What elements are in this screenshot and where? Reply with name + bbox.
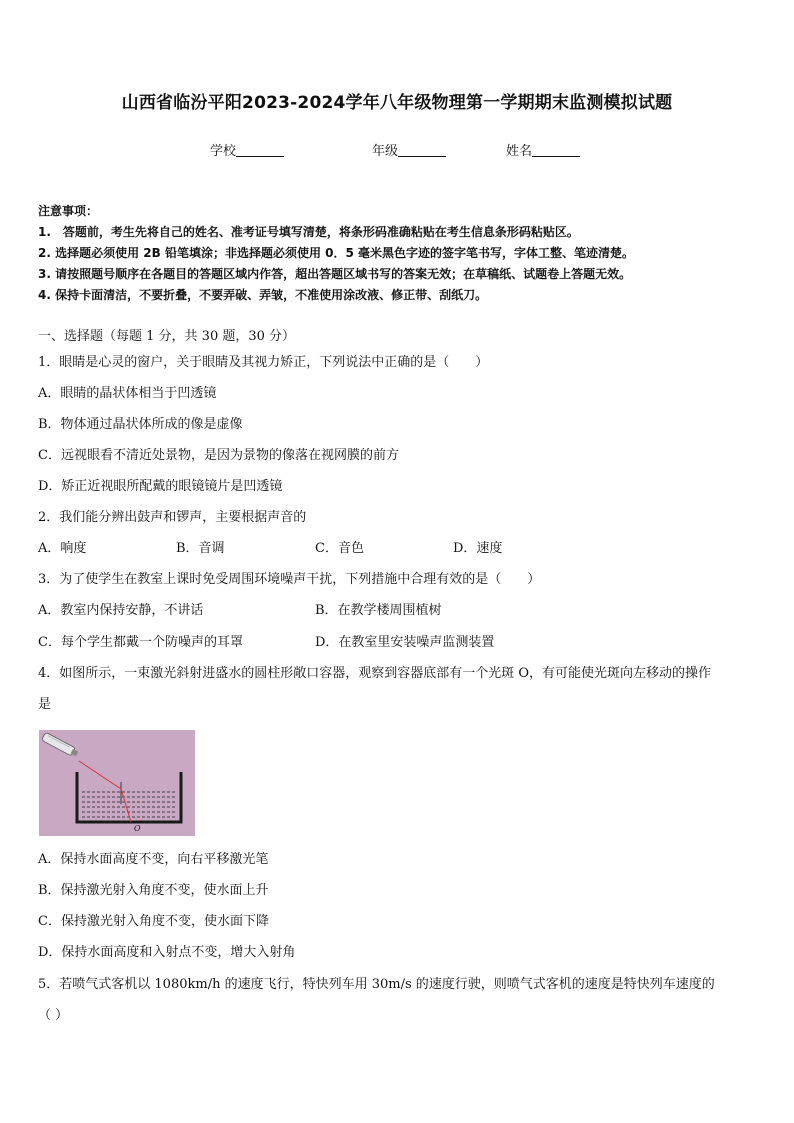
page-title: 山西省临汾平阳2023-2024学年八年级物理第一学期期末监测模拟试题 xyxy=(121,93,673,113)
question-1-option-c[interactable]: C．远视眼看不清近处景物，是因为景物的像落在视网膜的前方 xyxy=(38,448,399,463)
question-1-option-a[interactable]: A．眼睛的晶状体相当于凹透镜 xyxy=(38,386,217,401)
school-blank[interactable] xyxy=(236,144,284,157)
question-4-stem-line-1: 4．如图所示，一束激光斜射进盛水的圆柱形敞口容器，观察到容器底部有一个光斑 O，有可能使光斑向左移动的操作 xyxy=(38,666,712,681)
question-5-stem-line-2: （ ） xyxy=(38,1008,69,1023)
question-2-option-c[interactable]: C．音色 xyxy=(315,541,364,556)
question-3-option-a[interactable]: A．教室内保持安静，不讲话 xyxy=(38,603,204,618)
question-5-stem-line-1: 5．若喷气式客机以 1080km/h 的速度飞行，特快列车用 30m/s 的速度行驶，则喷气式客机的速度是特快列车速度的 xyxy=(38,977,715,992)
question-2-option-a[interactable]: A．响度 xyxy=(38,541,87,556)
school-label: 学校 xyxy=(210,144,237,159)
question-1-option-d[interactable]: D．矫正近视眼所配戴的眼镜镜片是凹透镜 xyxy=(38,479,283,494)
question-1-stem: 1．眼睛是心灵的窗户，关于眼睛及其视力矫正，下列说法中正确的是（ ） xyxy=(38,355,489,370)
section-heading: 一、选择题（每题 1 分，共 30 题，30 分） xyxy=(38,329,296,344)
question-2-option-d[interactable]: D．速度 xyxy=(453,541,503,556)
question-4-option-d[interactable]: D．保持水面高度和入射点不变，增大入射角 xyxy=(38,945,296,960)
question-4-option-b[interactable]: B．保持激光射入角度不变，使水面上升 xyxy=(38,883,269,898)
notice-item-1: 1. 答题前，考生先将自己的姓名、准考证号填写清楚，将条形码准确粘贴在考生信息条形码粘贴区。 xyxy=(38,225,579,239)
question-4-option-a[interactable]: A．保持水面高度不变，向右平移激光笔 xyxy=(38,852,269,867)
notice-item-2: 2. 选择题必须使用 2B 铅笔填涂；非选择题必须使用 0．5 毫米黑色字迹的签字笔书写，字体工整、笔迹清楚。 xyxy=(38,246,634,260)
question-2-stem: 2．我们能分辨出鼓声和锣声，主要根据声音的 xyxy=(38,510,307,525)
name-blank[interactable] xyxy=(532,144,580,157)
school-field[interactable] xyxy=(210,140,284,159)
grade-label: 年级 xyxy=(372,144,399,159)
question-2-option-b[interactable]: B．音调 xyxy=(176,541,225,556)
name-label: 姓名 xyxy=(506,144,533,159)
notice-item-4: 4. 保持卡面清洁，不要折叠，不要弄破、弄皱，不准使用涂改液、修正带、刮纸刀。 xyxy=(38,288,488,302)
notice-item-3: 3. 请按照题号顺序在各题目的答题区域内作答，超出答题区域书写的答案无效；在草稿纸、试题卷上答题无效。 xyxy=(38,267,632,281)
question-3-option-d[interactable]: D．在教室里安装噪声监测装置 xyxy=(315,635,495,650)
grade-blank[interactable] xyxy=(398,144,446,157)
name-field[interactable] xyxy=(506,140,580,159)
notice-heading: 注意事项： xyxy=(38,204,99,218)
spot-label-o: O xyxy=(134,824,141,833)
question-1-option-b[interactable]: B．物体通过晶状体所成的像是虚像 xyxy=(38,417,243,432)
question-3-option-c[interactable]: C．每个学生都戴一个防噪声的耳罩 xyxy=(38,635,243,650)
question-4-stem-line-2: 是 xyxy=(38,697,52,712)
question-4-option-c[interactable]: C．保持激光射入角度不变，使水面下降 xyxy=(38,914,269,929)
laser-container-figure xyxy=(39,730,195,836)
question-3-option-b[interactable]: B．在教学楼周围植树 xyxy=(315,603,442,618)
question-3-stem: 3．为了使学生在教室上课时免受周围环境噪声干扰，下列措施中合理有效的是（ ） xyxy=(38,572,541,587)
grade-field[interactable] xyxy=(372,140,446,159)
